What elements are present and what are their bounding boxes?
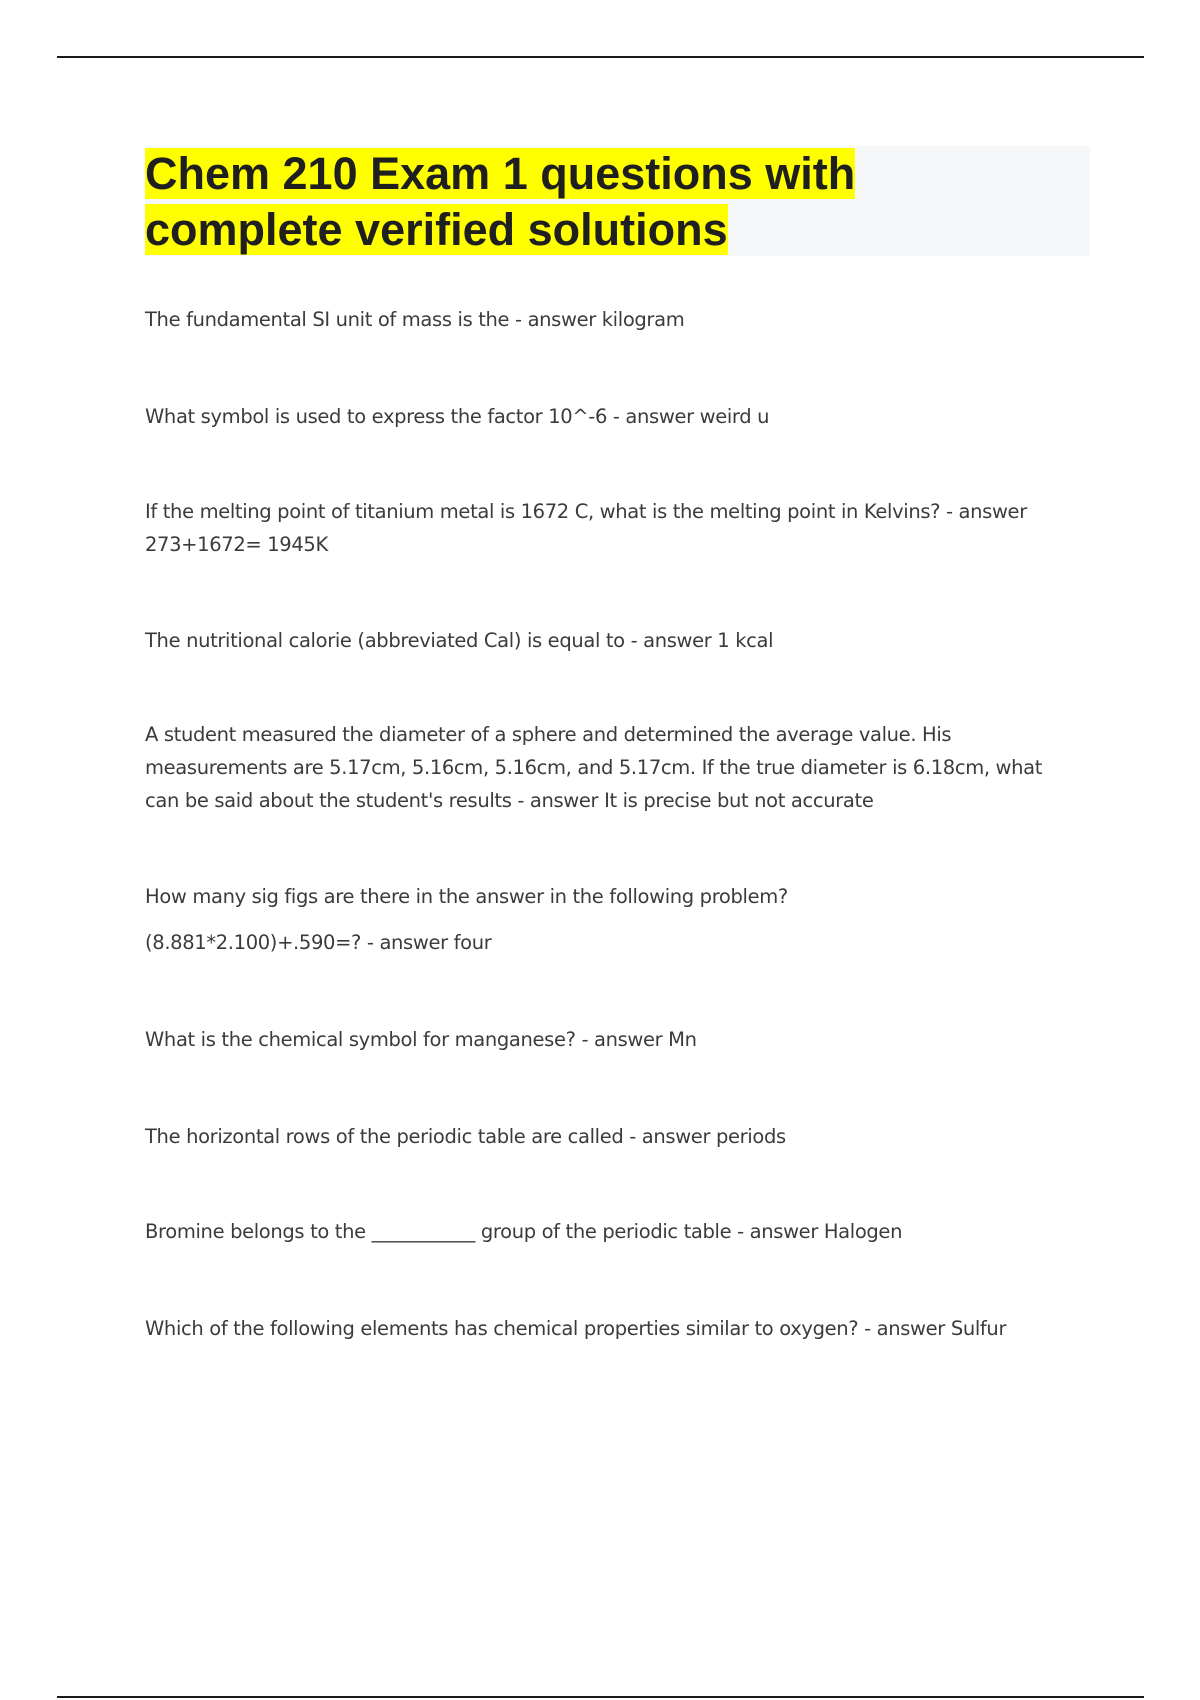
qa-item-8 (145, 1120, 1080, 1153)
qa-text: The horizontal rows of the periodic table are called - answer periods (145, 1125, 786, 1148)
title-block (145, 146, 1090, 256)
qa-text: Bromine belongs to the ___________ group of the periodic table - answer Halogen (145, 1220, 903, 1243)
qa-item-10 (145, 1312, 1080, 1345)
qa-text-line-1: How many sig figs are there in the answer in the following problem? (145, 885, 788, 908)
qa-item-6 (145, 880, 1080, 959)
qa-text-line-2: (8.881*2.100)+.590=? - answer four (145, 931, 492, 954)
title-line-2: complete verified solutions (145, 204, 728, 255)
title-line-1: Chem 210 Exam 1 questions with (145, 148, 856, 199)
qa-item-3 (145, 495, 1080, 561)
qa-item-9 (145, 1215, 1080, 1248)
document-title (145, 146, 1090, 258)
qa-text: What is the chemical symbol for manganese? - answer Mn (145, 1028, 697, 1051)
top-rule (57, 56, 1144, 58)
qa-text: The nutritional calorie (abbreviated Cal) is equal to - answer 1 kcal (145, 629, 774, 652)
qa-item-5 (145, 718, 1080, 817)
qa-item-2 (145, 400, 1080, 433)
qa-text: What symbol is used to express the factor 10^-6 - answer weird u (145, 405, 770, 428)
bottom-rule (57, 1696, 1144, 1698)
qa-item-7 (145, 1023, 1080, 1056)
qa-item-4 (145, 624, 1080, 657)
qa-text: If the melting point of titanium metal is 1672 C, what is the melting point in Kelvins? - answer 273+1672= 1945K (145, 500, 1027, 556)
qa-item-1 (145, 303, 1080, 336)
qa-text: A student measured the diameter of a sphere and determined the average value. His measurements are 5.17cm, 5.16cm, 5.16cm, and 5.17cm. If the true diameter is 6.18cm, what can be said about the student's results - answer It is precise but not accurate (145, 723, 1043, 812)
qa-text: The fundamental SI unit of mass is the - answer kilogram (145, 308, 685, 331)
qa-text: Which of the following elements has chemical properties similar to oxygen? - answer Sulfur (145, 1317, 1007, 1340)
